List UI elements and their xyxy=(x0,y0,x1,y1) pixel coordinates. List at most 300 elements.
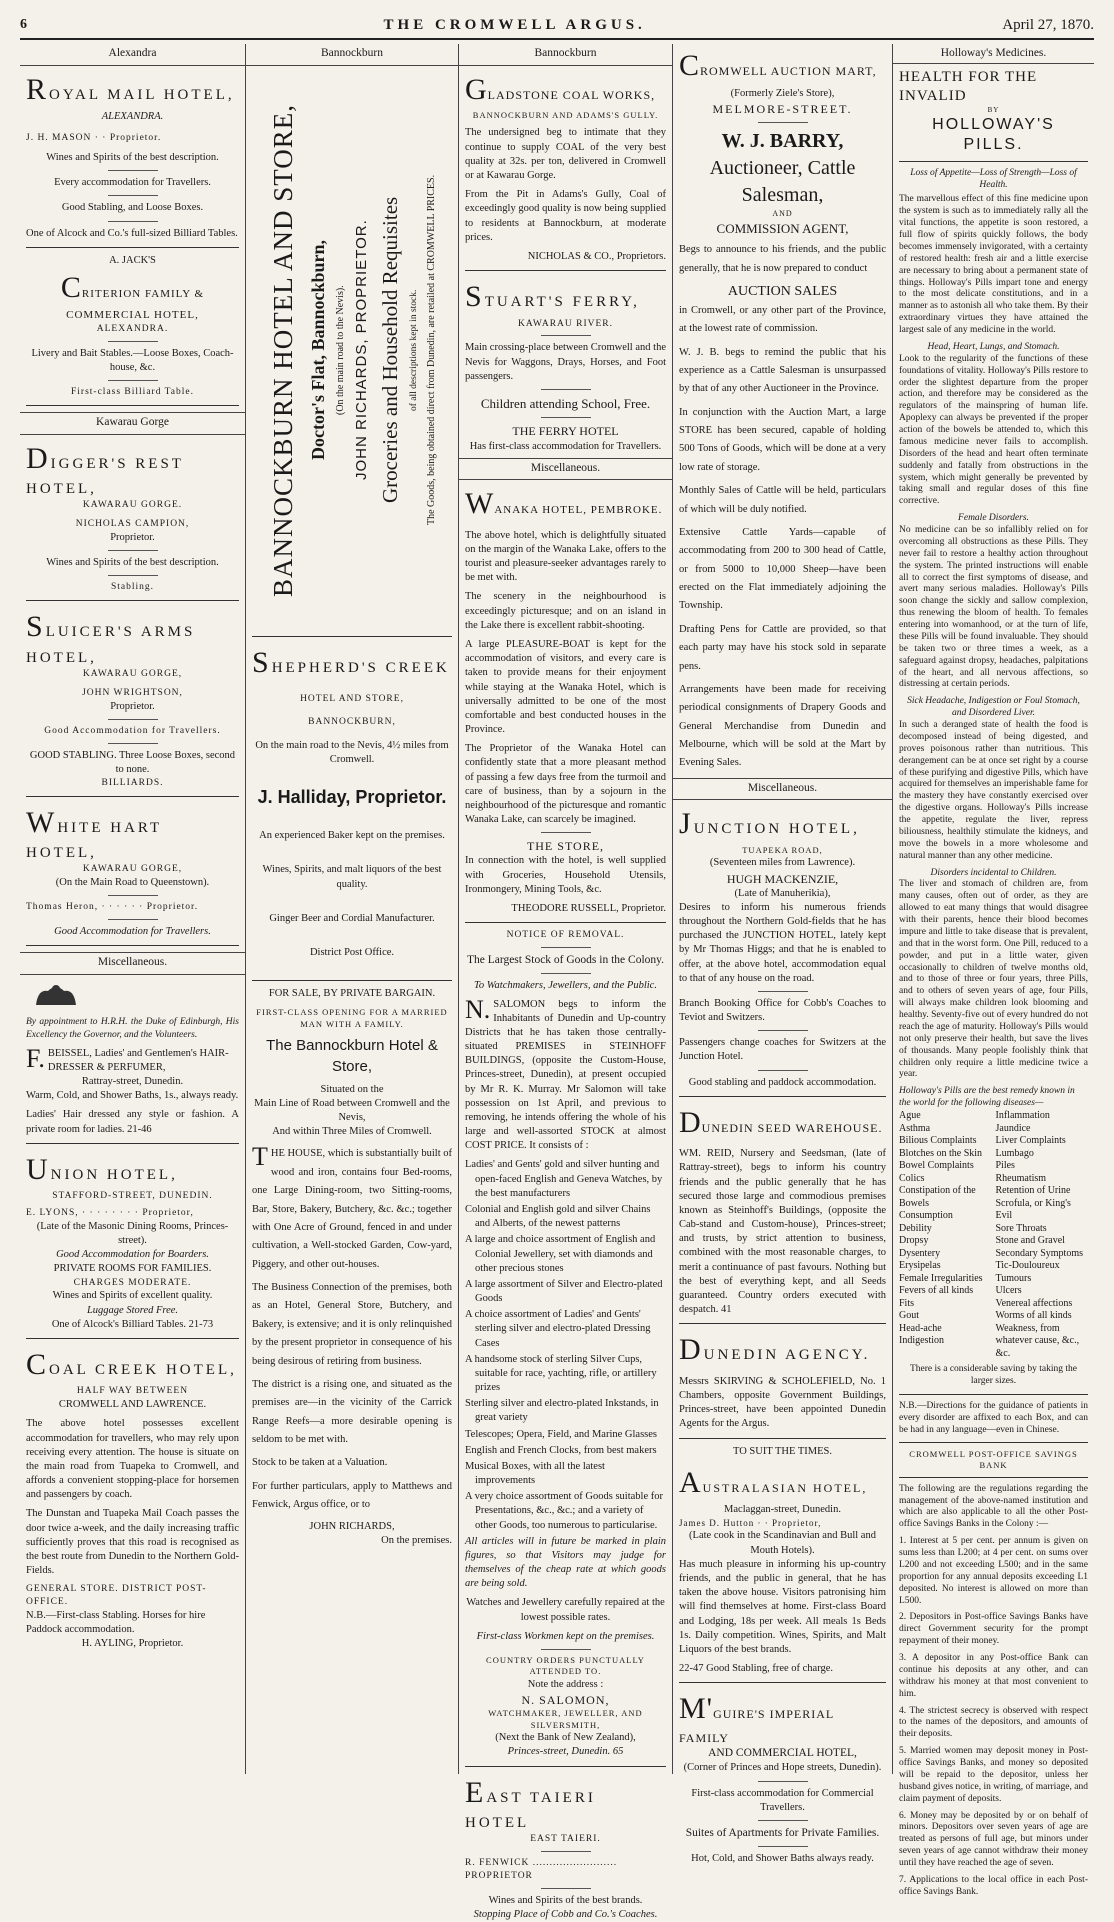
ad-line: GOOD STABLING. Three Loose Boxes, second to none. xyxy=(29,749,236,775)
ad-line: Wines, Spirits, and malt liquors of the best quality. xyxy=(262,864,442,890)
vertical-line: Groceries and Household Requisites xyxy=(377,196,402,503)
rule xyxy=(679,1438,886,1439)
ad-title-mguires: M'GUIRE'S IMPERIAL FAMILY xyxy=(679,1692,834,1745)
ad-paragraph: The undersigned beg to intimate that they continue to supply COAL of the very best quality at 32s. per ton, delivered in Cromwell or at Kawarau Gorge. xyxy=(465,127,666,181)
ad-title-australasian: AUSTRALASIAN HOTEL, xyxy=(679,1465,868,1499)
ad-line: Good Accommodation for Travellers. xyxy=(44,725,221,736)
masthead-rule xyxy=(20,38,1094,40)
ad-line: (Formerly Ziele's Store), xyxy=(730,87,835,99)
list-item: Liver Complaints xyxy=(995,1135,1066,1146)
column-5 xyxy=(893,44,1094,1897)
ad-address: STAFFORD-STREET, DUNEDIN. xyxy=(52,1191,213,1202)
list-item: Worms of all kinds xyxy=(995,1310,1072,1321)
ad-appointment: By appointment to H.R.H. the Duke of Edinburgh, His Excellency the Governor, and the Volunteers. xyxy=(26,1017,239,1040)
list-item: Colics xyxy=(899,1172,925,1184)
ad-line: Good Stabling, and Loose Boxes. xyxy=(61,202,204,214)
rule xyxy=(465,270,666,271)
column-2 xyxy=(246,44,459,1774)
ad-line: And within Three Miles of Cromwell. xyxy=(272,1126,432,1138)
ad-place: BANNOCKBURN, xyxy=(308,716,396,727)
rule xyxy=(679,1682,886,1683)
list-item: Dropsy xyxy=(899,1235,929,1246)
ad-title-east-taieri: EAST TAIERI HOTEL xyxy=(465,1775,596,1832)
ad-paragraph: The following are the regulations regarding the management of the above-named institution and which are also applicable to all the other Post-office Savings Banks in the Colony :— xyxy=(899,1483,1088,1530)
rule xyxy=(252,636,452,637)
ad-title-holloways-pills: HOLLOWAY'S PILLS. xyxy=(932,115,1055,153)
list-item: Gout xyxy=(899,1310,919,1321)
section-head-miscellaneous: Miscellaneous. xyxy=(459,458,672,481)
rule xyxy=(465,1766,666,1767)
ad-paragraph: Begs to announce to his friends, and the public generally, that he is now prepared to conduct xyxy=(679,244,886,274)
ad-title-criterion: CRITERION FAMILY & COMMERCIAL HOTEL, xyxy=(60,270,205,322)
list-item: Asthma xyxy=(899,1122,931,1134)
divider xyxy=(758,1820,808,1821)
ad-paragraph: Main crossing-place between Cromwell and the Nevis for Waggons, Drays, Horses, and Foot passengers. xyxy=(465,342,666,382)
ad-title-coal-creek: COAL CREEK HOTEL, xyxy=(26,1347,237,1381)
list-item: Rheumatism xyxy=(995,1172,1047,1184)
divider xyxy=(108,895,158,896)
ad-line: Suites of Apartments for Private Families. xyxy=(685,1826,880,1839)
ad-title-store: THE STORE, xyxy=(526,839,605,854)
divider xyxy=(758,1781,808,1782)
ad-line: TUAPEKA ROAD, xyxy=(742,844,823,855)
issue-date: April 27, 1870. xyxy=(1002,16,1094,33)
rule xyxy=(26,1143,239,1144)
divider xyxy=(541,832,591,833)
ad-name: N. SALOMON, xyxy=(521,1693,610,1708)
masthead xyxy=(20,14,1094,36)
rule xyxy=(26,945,239,946)
ad-signature: THEODORE RUSSELL, Proprietor. xyxy=(511,902,666,914)
ad-line: District Post Office. xyxy=(309,946,395,958)
ad-address: (Corner of Princes and Hope streets, Dunedin). xyxy=(683,1762,882,1774)
ad-line: Wines and Spirits of the best brands. xyxy=(488,1894,643,1906)
ad-name: NICHOLAS CAMPION, xyxy=(75,519,190,530)
ad-title-white-hart: WHITE HART HOTEL, xyxy=(26,805,162,862)
section-head-miscellaneous: Miscellaneous. xyxy=(20,952,245,975)
list-item: Indigestion xyxy=(899,1335,944,1346)
ad-paragraph: WM. REID, Nursery and Seedsman, (late of Rattray-street), begs to inform his country friends and the public generally that he has secured those large and commodious premises known as Steinhoff's Buildings, (opposite the Cab-stand and Custom-house), Princes-street; and trusts, by strict attention to business, combined with the most reasonable charges, to merit a continuance of past favours. Nothing but the best of everything kept, and all Seeds guaranteed. Country orders executed with despatch. 41 xyxy=(679,1148,886,1316)
divider xyxy=(541,389,591,390)
ad-line: Stabling. xyxy=(110,582,155,593)
rule xyxy=(679,1323,886,1324)
list-item: Inflammation xyxy=(995,1110,1050,1121)
divider xyxy=(108,221,158,222)
list-item: Head-ache xyxy=(899,1322,942,1334)
ad-line: WATCHMAKER, JEWELLER, AND SILVERSMITH, xyxy=(488,1708,643,1730)
section-head-bannockburn: Bannockburn xyxy=(246,44,458,66)
divider xyxy=(108,341,158,342)
ad-line: On the main road to the Nevis, 4½ miles from Cromwell. xyxy=(255,739,449,765)
ad-line: Note the address : xyxy=(527,1678,604,1690)
ad-heading: To Watchmakers, Jewellers, and the Public. xyxy=(474,980,657,992)
vertical-line: The Goods, being obtained direct from Dunedin, are retailed at CROMWELL PRICES. xyxy=(426,174,438,525)
divider xyxy=(108,195,158,196)
vertical-line: of all descriptions kept in stock. xyxy=(409,288,420,411)
vertical-advert xyxy=(252,70,452,630)
rule xyxy=(899,161,1088,162)
ad-title-royal-mail: ROYAL MAIL HOTEL, xyxy=(26,72,235,106)
list-item: Fevers of all kinds xyxy=(899,1285,974,1296)
ad-paragraph: Has much pleasure in informing his up-country friends, and the public in general, that he has taken the above house. Visitors patronising him will find themselves at home. First-class Board and Lodging, 18s per week. All meals 1s Beds 1s. Daily competition. Wines, Spirits, and Malt Liquors of the best brands. xyxy=(679,1558,886,1655)
list-item: Ladies' and Gents' gold and silver hunting and open-faced English and Geneva Watches, by the best manufacturers xyxy=(465,1159,663,1199)
ad-paragraph: The above hotel possesses excellent accommodation for travellers, who may rely upon receiving every attention. The house is situate on the main road from Tuapeka to Cromwell, and affords a convenient stopping-place for horsemen and passengers by coach. xyxy=(26,1418,239,1501)
ad-title-stuarts-ferry: STUART'S FERRY, xyxy=(465,280,640,314)
list-item: Musical Boxes, with all the latest improvements xyxy=(465,1460,605,1487)
ad-paragraph: From the Pit in Adams's Gully, Coal of exceedingly good quality is now being supplied to residents at Bannockburn, at moderate prices. xyxy=(465,189,666,243)
ad-paragraph: The liver and stomach of children are, from many causes, often out of order, as they are allowed to eat many things that would disagree with their parents, hence their blood becomes impure and little to take disease that is prevalent, and that in the worst form. One Pill, reduced to a powder, and put in a little water, given occasionally to children of twelve months old, and to those of three or four years, three Pills, and to others of seven years of age, four Pills, will always make children look blooming and healthy. Seventy-five out of every hundred do not reach the age of maturity. Holloway's Pills would not only preserve their health, but save the lives of thousands. Many people foolishly think that children only require a little medicine twice a year. xyxy=(899,879,1088,1080)
ad-line: (On the Main Road to Queenstown). xyxy=(55,877,210,889)
divider xyxy=(541,947,591,948)
divider xyxy=(108,575,158,576)
ad-signature: NICHOLAS & CO., Proprietors. xyxy=(527,250,666,262)
ad-subhead: Sick Headache, Indigestion or Foul Stomach, and Disordered Liver. xyxy=(907,696,1080,719)
ad-paragraph: The Dunstan and Tuapeka Mail Coach passes the door twice a-week, and the daily increasing traffic sufficiently proves that this road is recognised as the best route from Dunedin to the Northern Gold-Fields. xyxy=(26,1508,239,1577)
rule xyxy=(26,405,239,406)
list-item: Ulcers xyxy=(995,1285,1022,1296)
ad-signature: JOHN RICHARDS, xyxy=(309,1520,395,1532)
ad-title-cromwell-auction: CROMWELL AUCTION MART, xyxy=(679,49,877,82)
ad-place: EAST TAIERI. xyxy=(530,1834,601,1845)
ad-name: HUGH MACKENZIE, xyxy=(726,871,839,886)
ad-paragraph: 3. A depositor in any Post-office Bank can continue his deposits at any other, and can withdraw his money at that most convenient to him. xyxy=(899,1653,1088,1699)
ad-line: THE FERRY HOTEL xyxy=(512,424,619,439)
ad-paragraph: N.B.—Directions for the guidance of patients in every disorder are affixed to each Box, and can be had in any language—even in Chinese. xyxy=(899,1400,1088,1435)
ad-title-union: UNION HOTEL, xyxy=(26,1152,178,1186)
item-list xyxy=(465,1158,666,1532)
ad-title-sluicers-arms: SLUICER'S ARMS HOTEL, xyxy=(26,610,196,666)
divider xyxy=(108,719,158,720)
section-head-alexandra: Alexandra xyxy=(20,44,245,66)
ad-line: PRIVATE ROOMS FOR FAMILIES. xyxy=(53,1263,212,1275)
list-item: Sterling silver and electro-plated Inkstands, in great variety xyxy=(465,1398,659,1424)
page-number: 6 xyxy=(20,17,27,32)
ad-paragraph: 1. Interest at 5 per cent. per annum is given on sums less than L200; at 4 per cent. on sums over L200 and not exceeding L500; and in the same proportion for any annual deposits exceeding L1 deposited. No interest is allowed on more than L500. xyxy=(899,1536,1088,1606)
ad-title-gladstone: GLADSTONE COAL WORKS, xyxy=(465,72,656,106)
ad-paragraph: A large PLEASURE-BOAT is kept for the accommodation of visitors, and every care is taken to provide means for their enjoyment while staying at the Wanaka Hotel, which is universally admitted to be one of the most comfortable and best conducted houses in the Province. xyxy=(465,638,666,736)
ad-line: N.B.—First-class Stabling. Horses for hire Paddock accommodation. xyxy=(26,1609,206,1636)
royal-crest-icon xyxy=(26,981,86,1009)
ad-line: Every accommodation for Travellers. xyxy=(54,177,211,189)
ad-line: CHARGES MODERATE. xyxy=(73,1277,192,1288)
ad-paragraph: Desires to inform his numerous friends throughout the Northern Gold-fields that he has purchased the JUNCTION HOTEL, lately kept by Mr Thomas Higgs; and that he is enabled to offer, at the above hotel, accommodation equal to that of any house on the road. xyxy=(679,901,886,984)
ad-title-health: HEALTH FOR THE INVALID xyxy=(899,69,1038,105)
column-3 xyxy=(459,44,673,1920)
list-item: Consumption xyxy=(899,1210,953,1221)
ad-line: (Next the Bank of New Zealand), xyxy=(495,1732,636,1744)
ad-paragraph: Extensive Cattle Yards—capable of accommodating from 200 to 300 head of Cattle, or from 5000 to 10,000 Sheep—have been erected on the Flat immediately adjoining the Township. xyxy=(679,526,886,612)
list-item: Stone and Gravel xyxy=(995,1235,1065,1246)
section-head-bannockburn: Bannockburn xyxy=(459,44,672,66)
ad-title-seed-warehouse: DUNEDIN SEED WAREHOUSE. xyxy=(679,1105,883,1139)
ad-line: Has first-class accommodation for Travellers. xyxy=(469,440,662,452)
ad-paragraph: 4. The strictest secrecy is observed with respect to the names of the depositors, and amounts of their deposits. xyxy=(899,1705,1088,1740)
rule xyxy=(26,247,239,248)
ad-paragraph: W. J. B. begs to remind the public that his experience as a Cattle Salesman is unsurpassed by that of any other Auctioneer in the Province. xyxy=(679,346,886,395)
ad-name: JOHN WRIGHTSON, xyxy=(82,687,183,698)
ad-paragraph: Watches and Jewellery carefully repaired at the lowest possible rates. xyxy=(466,1597,665,1623)
ad-line: Wines and Spirits of the best description. xyxy=(46,557,219,569)
ad-title-wanaka: WANAKA HOTEL, PEMBROKE. xyxy=(465,487,663,521)
ad-proprietor: James D. Hutton · · Proprietor, xyxy=(679,1518,822,1529)
vertical-line: Doctor's Flat, Bannockburn, xyxy=(307,239,328,460)
column-4 xyxy=(673,44,893,1865)
ad-line: COMMISSION AGENT, xyxy=(716,220,849,236)
ad-address: MELMORE-STREET. xyxy=(712,101,853,116)
ad-line: BY xyxy=(987,105,1000,114)
ad-paragraph: The above hotel, which is delightfully situated on the margin of the Wanaka Lake, offers to the tourist and pleasure-seeker advantages rarely to be met with. xyxy=(465,529,666,584)
ad-line: Main Line of Road between Cromwell and the Nevis, xyxy=(254,1097,450,1124)
ad-line: First-class accommodation for Commercial Travellers. xyxy=(691,1787,874,1813)
rule xyxy=(26,1338,239,1339)
ad-title-beissel: F.BEISSEL, Ladies' and Gentlemen's HAIR-DRESSER & PERFUMER, xyxy=(26,1043,229,1073)
divider xyxy=(108,743,158,744)
ad-subhead: Holloway's Pills are the best remedy known in the world for the following diseases— xyxy=(899,1086,1075,1109)
newspaper-title: THE CROMWELL ARGUS. xyxy=(383,16,646,33)
list-item: Colonial and English gold and silver Chains and Alberts, of the newest patterns xyxy=(465,1204,651,1230)
ad-paragraph: Stock to be taken at a Valuation. xyxy=(252,1457,388,1469)
divider xyxy=(108,919,158,920)
ad-proprietor: J. H. MASON · · Proprietor. xyxy=(26,133,162,144)
ad-line: Stopping Place of Cobb and Co.'s Coaches. xyxy=(473,1908,658,1920)
section-head-kawarau: Kawarau Gorge xyxy=(20,412,245,435)
ad-line: Warm, Cold, and Shower Baths, 1s., always ready. xyxy=(26,1090,239,1102)
ad-line: Good stabling and paddock accommodation. xyxy=(688,1076,877,1088)
ad-heading: FOR SALE, BY PRIVATE BARGAIN. xyxy=(268,988,436,1000)
ad-line: Auctioneer, Cattle Salesman, xyxy=(709,156,856,206)
ad-owner: A. JACK'S xyxy=(109,254,156,266)
ad-place: ALEXANDRA. xyxy=(96,324,169,335)
list-item: Lumbago xyxy=(995,1147,1034,1159)
ad-title-diggers-rest: DIGGER'S REST HOTEL, xyxy=(26,441,184,498)
list-item: Piles xyxy=(995,1160,1015,1171)
ad-line: Ladies' Hair dressed any style or fashion. A private room for ladies. 21-46 xyxy=(26,1109,239,1135)
ad-line: Livery and Bait Stables.—Loose Boxes, Coach-house, &c. xyxy=(31,348,234,374)
column-1 xyxy=(20,44,246,1774)
divider xyxy=(758,1846,808,1847)
section-head-holloway: Holloway's Medicines. xyxy=(893,44,1094,64)
divider xyxy=(541,335,591,336)
ad-place: KAWARAU RIVER. xyxy=(517,318,614,329)
ad-line: One of Alcock's Billiard Tables. 21-73 xyxy=(51,1318,214,1330)
list-item: A large and choice assortment of English and Colonial Jewellery, set with diamonds and other precious stones xyxy=(465,1234,656,1274)
ad-proprietor: Proprietor. xyxy=(110,532,155,544)
list-item: Sore Throats xyxy=(995,1222,1047,1234)
list-item: A handsome stock of sterling Silver Cups, suitable for race, yachting, rifle, or artillery prizes xyxy=(465,1353,657,1394)
ad-subhead: Loss of Appetite—Loss of Strength—Loss of Health. xyxy=(910,167,1077,190)
ad-line: COUNTRY ORDERS PUNCTUALLY ATTENDED TO. xyxy=(486,1654,645,1677)
ad-paragraph: Arrangements have been made for receiving periodical consignments of Drapery Goods and General Merchandise from Dunedin and Melbourne, which will be sold at the Mart by Evening Sales. xyxy=(679,683,886,769)
vertical-line: JOHN RICHARDS, PROPRIETOR. xyxy=(352,219,370,480)
divider xyxy=(758,122,808,123)
ad-line: GENERAL STORE. DISTRICT POST-OFFICE. xyxy=(26,1584,207,1608)
list-item: English and French Clocks, from best makers xyxy=(465,1444,657,1456)
ad-proprietor: Thomas Heron, · · · · · · Proprietor. xyxy=(26,902,199,913)
list-item: Female Irregularities xyxy=(899,1272,983,1284)
divider xyxy=(108,380,158,381)
ad-line: Hot, Cold, and Shower Baths always ready. xyxy=(691,1853,874,1865)
ad-address: Maclaggan-street, Dunedin. xyxy=(724,1504,841,1516)
ad-place: KAWARAU GORGE, xyxy=(82,668,183,679)
list-item: Blotches on the Skin xyxy=(899,1147,983,1159)
ad-paragraph: The marvellous effect of this fine medicine upon the system is such as to immediately rally all the vital functions, the appetite is soon restored, a full flow of spirits quickly follows, the body becomes immensely invigorated, with a certainty of restored health: fresh air and a little exercise are necessary to bring about a permanent state of things. Holloway's Pills impart tone and energy to the most delicate constitutions, and in a manner as to astonish all who take them. By their extraordinary virtues they have attained the largest sale of any medicine in the world. xyxy=(899,194,1088,335)
ad-line: (Late cook in the Scandinavian and Bull and Mouth Hotels). xyxy=(689,1530,876,1556)
vertical-line: BANNOCKBURN HOTEL AND STORE, xyxy=(268,103,299,597)
vertical-line: (On the main road to the Nevis). xyxy=(335,284,347,415)
ad-subtitle: HOTEL AND STORE, xyxy=(300,694,404,705)
ad-line: Wines and Spirits of excellent quality. xyxy=(52,1290,213,1302)
ad-paragraph: Messrs SKIRVING & SCHOLEFIELD, No. 1 Chambers, opposite Government Buildings, Princes-street, have been appointed Dunedin Agents for the Argus. xyxy=(679,1375,886,1430)
list-item: Scrofula, or King's Evil xyxy=(995,1197,1071,1221)
list-item: Dysentery xyxy=(899,1247,941,1259)
ad-paragraph: In such a deranged state of health the food is decomposed instead of being digested, and proves poisonous rather than nutritious. This derangement can be at once set right by a course of these purifying and digestive Pills, which have acquired for themselves an imperishable fame for the mastery they have constantly exercised over the digestive organs. Holloway's Pills increase the appetite, regulate the liver, repress biliousness, healthily stimulate the kidneys, and move the bowels in a more wholesome and natural manner than any other medicine. xyxy=(899,720,1088,861)
list-item: Bowel Complaints xyxy=(899,1160,974,1171)
ad-line: Luggage Stored Free. xyxy=(86,1304,179,1316)
ad-place: ALEXANDRA. xyxy=(101,111,164,123)
ad-place: KAWARAU GORGE. xyxy=(82,500,183,511)
ad-subhead: Female Disorders. xyxy=(958,513,1029,524)
rule xyxy=(899,1477,1088,1478)
ad-line: Princes-street, Dunedin. 65 xyxy=(507,1746,624,1758)
ad-place: BANNOCKBURN AND ADAMS'S GULLY. xyxy=(472,110,659,121)
rule xyxy=(26,600,239,601)
ad-line: BILLIARDS. xyxy=(101,777,164,788)
divider xyxy=(541,973,591,974)
ad-line: An experienced Baker kept on the premises. xyxy=(259,830,445,842)
ad-heading: AUCTION SALES xyxy=(727,283,838,299)
ad-name: W. J. BARRY, xyxy=(721,129,844,152)
ad-line: Good Accommodation for Boarders. xyxy=(56,1249,209,1261)
ad-line: (Late of Manuherikia), xyxy=(734,887,831,899)
ad-subtitle: AND COMMERCIAL HOTEL, xyxy=(708,1746,857,1759)
divider xyxy=(541,1649,591,1650)
ad-line: 22-47 Good Stabling, free of charge. xyxy=(679,1663,834,1675)
divider xyxy=(108,170,158,171)
ad-paragraph: Passengers change coaches for Switzers at the Junction Hotel. xyxy=(679,1037,886,1063)
list-item: Secondary Symptoms xyxy=(995,1247,1083,1259)
ad-proprietor: Proprietor. xyxy=(110,700,155,712)
ad-heading: TO SUIT THE TIMES. xyxy=(733,1445,832,1457)
ad-line: AND xyxy=(772,208,793,218)
ad-paragraph: 6. Money may be deposited by or on behalf of minors. Depositors over seven years of age are treated as persons of full age, but minors under seven years of age cannot withdraw their money until they have reached the age of seven. xyxy=(899,1810,1088,1868)
divider xyxy=(541,417,591,418)
ad-paragraph: Monthly Sales of Cattle will be held, particulars of which will be duly notified. xyxy=(679,485,886,515)
ad-line: First-class Billiard Table. xyxy=(71,387,194,398)
ad-address: Rattray-street, Dunedin. xyxy=(81,1076,184,1088)
ad-paragraph: in Cromwell, or any other part of the Province, at the lowest rate of commission. xyxy=(679,304,886,335)
divider xyxy=(541,1851,591,1852)
list-item: Tic-Douloureux xyxy=(995,1260,1060,1271)
ad-subheading: FIRST-CLASS OPENING FOR A MARRIED MAN WITH A FAMILY. xyxy=(256,1007,448,1029)
ad-line: Ginger Beer and Cordial Manufacturer. xyxy=(269,912,435,924)
ad-paragraph: Drafting Pens for Cattle are provided, so that each party may have his stock sold in separate pens. xyxy=(679,623,886,672)
list-item: Telescopes; Opera, Field, and Marine Glasses xyxy=(465,1428,657,1440)
ad-paragraph: In connection with the hotel, is well supplied with Groceries, Household Utensils, Ironmongery, Mining Tools, &c. xyxy=(465,855,666,895)
ad-paragraph: No medicine can be so infallibly relied on for overcoming all obstructions as these Pills. They never fail to restore a healthy action throughout the system. The printed instructions will enable all to correct the first symptoms of disease, and avert many serious maladies. Holloway's Pills soon change the sickly and sallow complexion, thus renewing the bloom of health. To females entering into womanhood, or at the turn of life, these Pills will be found invaluable. They should be taken two or three times a week, as a safeguard against dropsy, headaches, palpitations of the heart, and all nervous affections, so distressing at certain periods. xyxy=(899,525,1088,690)
list-item: A large assortment of Silver and Electro-plated Goods xyxy=(465,1278,663,1305)
ad-paragraph: There is a considerable saving by taking the larger sizes. xyxy=(910,1364,1077,1386)
list-item: Constipation of the Bowels xyxy=(899,1185,976,1209)
disease-list-right xyxy=(996,1110,1089,1360)
ad-proprietor: J. Halliday, Proprietor. xyxy=(257,786,447,807)
ad-paragraph: The district is a rising one, and situated as the premises are—in the vicinity of the Carrick Range Reefs—a more desirable opening is seldom to be met with. xyxy=(252,1378,452,1446)
divider xyxy=(758,1030,808,1031)
ad-paragraph: Look to the regularity of the functions of these foundations of vitality. Holloway's Pills restore to order the slightest departure from the proper action, and therefore may be considered as the regulators of the mainspring of human life. Apoplexy can always be prevented if the proper action of the bowels be attended to, which this famous medicine never fails to accomplish. Disorders of the head and heart often terminate suddenly and fatally from obstructions in the system, which might generally be prevented by taking small and regular doses of this fine corrective. xyxy=(899,353,1088,507)
ad-line: One of Alcock and Co.'s full-sized Billiard Tables. xyxy=(26,227,238,239)
list-item: A very choice assortment of Goods suitable for Presentations, &c., &c.; and a variety of other Goods, too numerous to particularise. xyxy=(465,1491,663,1531)
ad-title-junction: JUNCTION HOTEL, xyxy=(679,807,860,841)
ad-paragraph: All articles will in future be marked in plain figures, so that Visitors may judge for themselves of the cheap rate at which goods are being sold. xyxy=(465,1535,666,1590)
list-item: Bilious Complaints xyxy=(899,1135,977,1146)
ad-line: First-class Workmen kept on the premises. xyxy=(476,1630,655,1642)
divider xyxy=(541,1888,591,1889)
disease-list xyxy=(899,1110,1088,1360)
rule xyxy=(26,796,239,797)
list-item: Fits xyxy=(899,1297,915,1309)
ad-paragraph: THE HOUSE, which is substantially built of wood and iron, contains four Bed-rooms, one Large Dining-room, two Sitting-rooms, Bar, Store, Bakery, Butchery, &c. &c.; together with One Acre of Ground, fenced in and under cultivation, a Well-stocked Garden, Cow-yard, Piggery, and other out-houses. xyxy=(252,1142,453,1270)
ad-subhead: Head, Heart, Lungs, and Stomach. xyxy=(927,341,1060,352)
list-item: Tumours xyxy=(995,1272,1032,1284)
rule xyxy=(679,1096,886,1097)
list-item: Retention of Urine xyxy=(995,1185,1071,1196)
ad-line: (Seventeen miles from Lawrence). xyxy=(709,857,856,869)
ad-line: Good Accommodation for Travellers. xyxy=(54,926,211,938)
ad-place: KAWARAU GORGE, xyxy=(82,864,183,875)
ad-title-savings-bank: CROMWELL POST-OFFICE SAVINGS BANK xyxy=(909,1449,1078,1470)
disease-list-left xyxy=(899,1110,992,1360)
ad-paragraph: Branch Booking Office for Cobb's Coaches to Teviot and Switzers. xyxy=(679,997,886,1024)
list-item: Erysipelas xyxy=(899,1260,941,1271)
ad-signature: On the premises. xyxy=(381,1534,452,1546)
ad-line: Children attending School, Free. xyxy=(480,395,651,411)
ad-line: Situated on the xyxy=(320,1083,384,1095)
ad-heading: The Largest Stock of Goods in the Colony. xyxy=(466,953,665,966)
ad-title-dunedin-agency: DUNEDIN AGENCY. xyxy=(679,1333,871,1367)
ad-place: CROMWELL AND LAWRENCE. xyxy=(58,1399,207,1411)
ad-proprietor: R. FENWICK ......................... PROPRIETOR xyxy=(465,1858,618,1881)
divider xyxy=(758,1070,808,1071)
divider xyxy=(108,550,158,551)
list-item: Debility xyxy=(899,1222,932,1234)
rule xyxy=(899,1442,1088,1443)
list-item: A choice assortment of Ladies' and Gents' sterling silver and electro-plated Dressing Cases xyxy=(465,1309,651,1349)
ad-paragraph: N.SALOMON begs to inform the Inhabitants of Dunedin and Up-country Districts that he has taken those centrally-situated PREMISES in STEINHOFF BUILDINGS, (opposite the Custom-House, Princes-street, Dunedin), at present occupied by Mr R. K. Murray. Mr Salomon will take possession on 1st April, and previous to removing, he intends offering the whole of his large and well-assorted STOCK at almost COST PRICE. It consists of : xyxy=(465,994,666,1152)
rule xyxy=(252,980,452,981)
list-item: Jaundice xyxy=(995,1122,1031,1134)
list-item: Weakness, from whatever cause, &c., &c. xyxy=(995,1322,1080,1359)
ad-signature: H. AYLING, Proprietor. xyxy=(81,1638,184,1650)
ad-paragraph: The scenery in the neighbourhood is exceedingly picturesque; and on an island in the Lake there is excellent rabbit-shooting. xyxy=(465,591,666,631)
ad-paragraph: 2. Depositors in Post-office Savings Banks have direct Government security for the prompt repayment of their money. xyxy=(899,1612,1088,1647)
ad-paragraph: 5. Married women may deposit money in Post-office Savings Banks, and money so deposited will be repaid to the depositor, unless her husband gives notice, in writing, of marriage, and claim payment of deposits. xyxy=(899,1746,1088,1804)
ad-subhead: Disorders incidental to Children. xyxy=(930,867,1057,878)
ad-heading: NOTICE OF REMOVAL. xyxy=(506,930,625,941)
rule xyxy=(465,922,666,923)
ad-paragraph: For further particulars, apply to Matthews and Fenwick, Argus office, or to xyxy=(252,1480,452,1511)
ad-title-shepherds-creek: SHEPHERD'S CREEK xyxy=(252,645,450,679)
ad-paragraph: The Proprietor of the Wanaka Hotel can confidently state that a more pleasant method of passing a few days free from the turmoil and care of business, than by a sojourn in the neighbourhood of the picturesque and romantic Wanaka Lake, can scarcely be imagined. xyxy=(465,743,666,826)
rule xyxy=(899,1394,1088,1395)
ad-line: Wines and Spirits of the best description. xyxy=(46,152,219,163)
ad-paragraph: The Business Connection of the premises, both as an Hotel, General Store, Butchery, and Bakery, is extensive; and it is only relinquished by the present proprietor in consequence of his being desirous of retiring from business. xyxy=(252,1282,452,1367)
ad-paragraph: In conjunction with the Auction Mart, a large STORE has been secured, capable of holding 500 Tons of Goods, which will be done at a very low rate of storage. xyxy=(679,406,886,473)
ad-paragraph: 7. Applications to the local office in each Post-office Savings Bank. xyxy=(899,1874,1088,1897)
list-item: Venereal affections xyxy=(995,1297,1073,1309)
list-item: Ague xyxy=(899,1110,921,1121)
section-head-miscellaneous: Miscellaneous. xyxy=(673,778,892,801)
ad-proprietor: E. LYONS, · · · · · · · · Proprietor, xyxy=(26,1208,194,1219)
divider xyxy=(758,991,808,992)
